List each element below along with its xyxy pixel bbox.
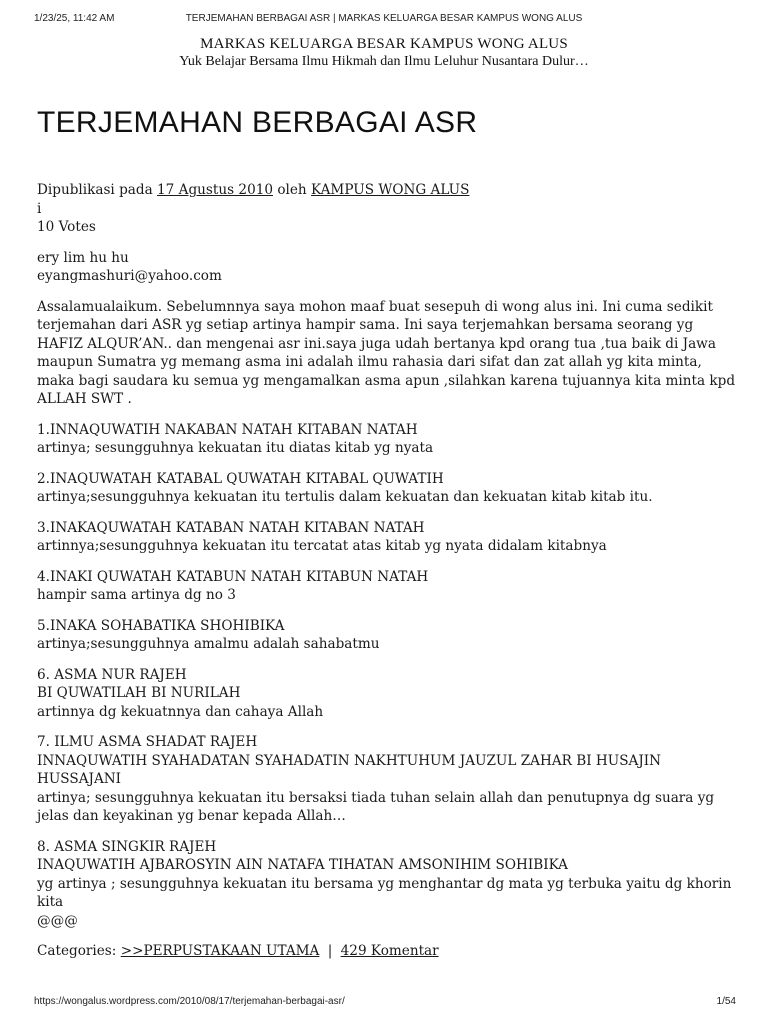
item-meaning: artinya; sesungguhnya kekuatan itu bersaksi tiada tuhan selain allah dan penutupnya dg suara yg jelas dan keyakinan yg benar kepada Allah… bbox=[37, 789, 715, 824]
list-item bbox=[37, 733, 737, 826]
categories-label: Categories: bbox=[37, 943, 117, 959]
item-meaning: yg artinya ; sesungguhnya kekuatan itu bersama yg menghantar dg mata yg terbuka yaitu dg khorin kita bbox=[37, 875, 732, 910]
meta-separator: | bbox=[327, 943, 333, 959]
sender-email: eyangmashuri@yahoo.com bbox=[37, 268, 222, 284]
item-meaning: artinya; sesungguhnya kekuatan itu diatas kitab yg nyata bbox=[37, 440, 434, 456]
post-footer-meta bbox=[37, 942, 737, 961]
item-title: 8. ASMA SINGKIR RAJEH bbox=[37, 838, 217, 855]
list-item bbox=[37, 666, 737, 722]
item-incantation: BI QUWATILAH BI NURILAH bbox=[37, 685, 241, 701]
category-link[interactable]: >>PERPUSTAKAAN UTAMA bbox=[120, 943, 320, 959]
print-header bbox=[0, 13, 768, 29]
item-meaning: artinya;sesungguhnya amalmu adalah sahabatmu bbox=[37, 636, 380, 652]
print-footer bbox=[0, 996, 768, 1010]
post-meta bbox=[37, 181, 737, 237]
print-page-number: 1/54 bbox=[716, 996, 736, 1007]
print-page-title: TERJEMAHAN BERBAGAI ASR | MARKAS KELUARGA BESAR KAMPUS WONG ALUS bbox=[185, 13, 583, 24]
sender-block bbox=[37, 249, 737, 286]
post-date-link[interactable]: 17 Agustus 2010 bbox=[157, 182, 274, 198]
post-title: TERJEMAHAN BERBAGAI ASR bbox=[37, 106, 478, 139]
print-url: https://wongalus.wordpress.com/2010/08/17/terjemahan-berbagai-asr/ bbox=[34, 996, 345, 1007]
list-item bbox=[37, 470, 737, 507]
item-title: 1.INNAQUWATIH NAKABAN NATAH KITABAN NATAH bbox=[37, 421, 418, 438]
item-incantation: INAQUWATIH AJBAROSYIN AIN NATAFA TIHATAN AMSONIHIM SOHIBIKA bbox=[37, 857, 568, 873]
item-meaning: artinnya dg kekuatnnya dan cahaya Allah bbox=[37, 703, 324, 720]
print-datetime: 1/23/25, 11:42 AM bbox=[34, 13, 115, 24]
votes-count: 10 Votes bbox=[37, 219, 96, 235]
site-title[interactable]: MARKAS KELUARGA BESAR KAMPUS WONG ALUS bbox=[200, 36, 568, 52]
item-incantation: INNAQUWATIH SYAHADATAN SYAHADATIN NAKHTUHUM JAUZUL ZAHAR BI HUSAJIN HUSSAJANI bbox=[37, 752, 662, 787]
item-title: 4.INAKI QUWATAH KATABUN NATAH KITABUN NATAH bbox=[37, 568, 429, 585]
item-title: 7. ILMU ASMA SHADAT RAJEH bbox=[37, 734, 258, 750]
list-item bbox=[37, 617, 737, 654]
item-title: 6. ASMA NUR RAJEH bbox=[37, 666, 187, 683]
item-title: 5.INAKA SOHABATIKA SHOHIBIKA bbox=[37, 617, 285, 634]
item-meaning: artinya;sesungguhnya kekuatan itu tertulis dalam kekuatan dan kekuatan kitab kitab itu. bbox=[37, 489, 653, 505]
comments-link[interactable]: 429 Komentar bbox=[340, 943, 439, 959]
author-link[interactable]: KAMPUS WONG ALUS bbox=[311, 182, 470, 198]
item-title: 2.INAQUWATAH KATABAL QUWATAH KITABAL QUWATIH bbox=[37, 470, 444, 487]
sender-name: ery lim hu hu bbox=[37, 249, 129, 266]
rating-info-icon[interactable]: i bbox=[37, 200, 42, 217]
published-prefix: Dipublikasi pada bbox=[37, 182, 153, 198]
item-meaning: artinnya;sesungguhnya kekuatan itu tercatat atas kitab yg nyata didalam kitabnya bbox=[37, 538, 607, 554]
item-closing: @@@ bbox=[37, 912, 78, 929]
site-tagline: Yuk Belajar Bersama Ilmu Hikmah dan Ilmu Leluhur Nusantara Dulur… bbox=[179, 54, 589, 69]
item-title: 3.INAKAQUWATAH KATABAN NATAH KITABAN NATAH bbox=[37, 519, 425, 536]
list-item bbox=[37, 838, 737, 931]
list-item bbox=[37, 421, 737, 458]
by-label: oleh bbox=[277, 182, 307, 198]
post-content bbox=[37, 181, 737, 973]
item-meaning: hampir sama artinya dg no 3 bbox=[37, 587, 236, 603]
list-item bbox=[37, 519, 737, 556]
intro-paragraph: Assalamualaikum. Sebelumnnya saya mohon maaf buat sesepuh di wong alus ini. Ini cuma sedikit terjemahan dari ASR yg setiap artinya hampir sama. Ini saya terjemahkan bersama seorang yg HAFIZ ALQUR’AN.. dan mengenai asr ini.saya juga udah bertanya kpd orang tua ,tua baik di Jawa maupun Sumatra yg memang asma ini adalah ilmu rahasia dari sifat dan zat allah yg kita minta, maka bagi saudara ku semua yg mengamalkan asma apun ,silahkan karena tujuannya kita minta kpd ALLAH SWT . bbox=[37, 298, 736, 407]
list-item bbox=[37, 568, 737, 605]
